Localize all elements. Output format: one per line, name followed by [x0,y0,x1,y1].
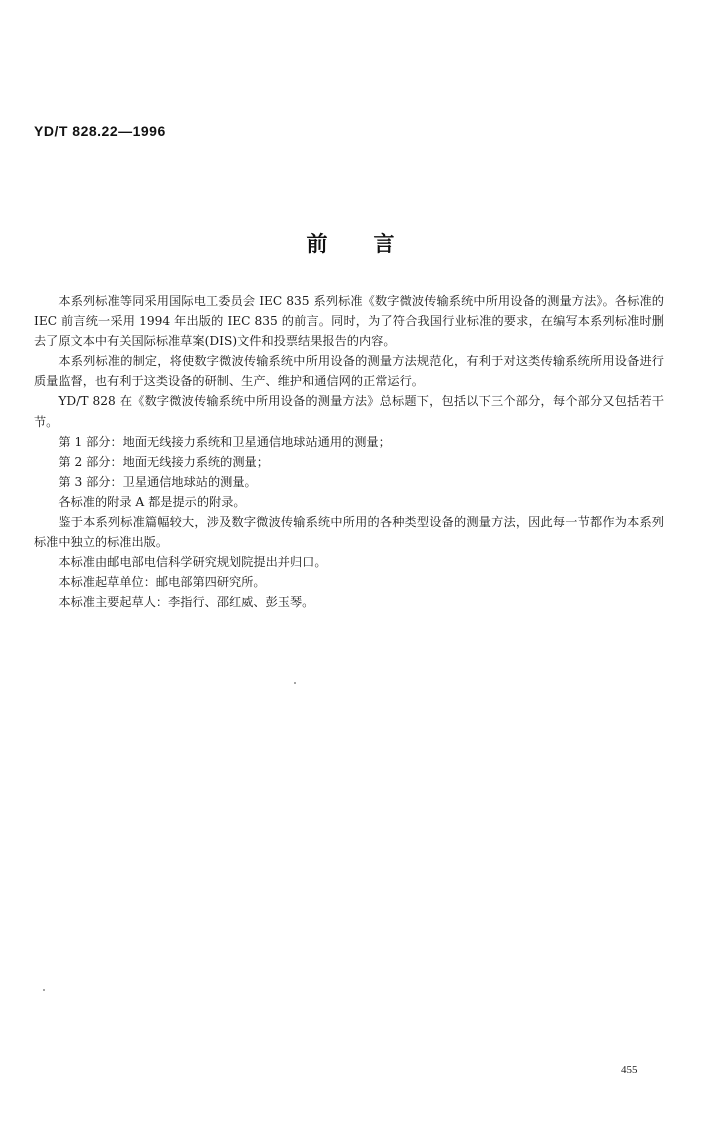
paragraph-drafting-unit: 本标准起草单位：邮电部第四研究所。 [58,575,266,590]
paragraph-proposer: 本标准由邮电部电信科学研究规划院提出并归口。 [58,555,327,570]
scan-speck [294,682,296,684]
paragraph-structure: YD/T 828 在《数字微波传输系统中所用设备的测量方法》总标题下，包括以下三个部分，每个部分又包括若干节。 [34,394,664,429]
paragraph-drafters: 本标准主要起草人：李指行、邵红威、彭玉琴。 [58,595,315,610]
paragraph-publication: 鉴于本系列标准篇幅较大，涉及数字微波传输系统中所用的各种类型设备的测量方法，因此每一节都作为本系列标准中独立的标准出版。 [34,515,664,550]
standard-code: YD/T 828.22—1996 [34,123,166,139]
paragraph-appendix: 各标准的附录 A 都是提示的附录。 [58,494,246,509]
list-item-part-3: 第 3 部分：卫星通信地球站的测量。 [58,474,257,489]
paragraph-adoption: 本系列标准等同采用国际电工委员会 IEC 835 系列标准《数字微波传输系统中所用设备的测量方法》。各标准的 IEC 前言统一采用 1994 年出版的 IEC 835 的前言。同时，为了符合我国行业标准的要求，在编写本系列标准时删去了原文本中有关国际标准草案(DIS)文件和投票结果报告的内容。 [34,294,664,349]
paragraph-purpose: 本系列标准的制定，将使数字微波传输系统中所用设备的测量方法规范化，有利于对这类传输系统所用设备进行质量监督，也有利于这类设备的研制、生产、维护和通信网的正常运行。 [34,354,664,389]
page-number: 455 [621,1064,638,1076]
foreword-body [34,291,664,613]
list-item-part-1: 第 1 部分：地面无线接力系统和卫星通信地球站通用的测量； [58,434,391,449]
scan-speck [43,989,45,991]
list-item-part-2: 第 2 部分：地面无线接力系统的测量； [58,454,269,469]
page-title: 前言 [306,232,441,256]
